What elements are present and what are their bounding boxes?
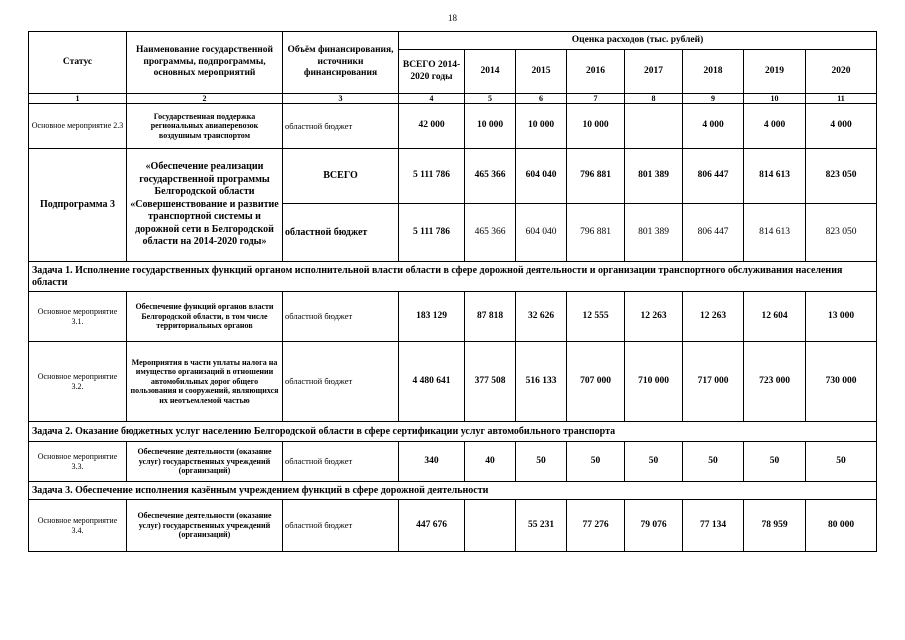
- row-name: Обеспечение деятельности (оказание услуг) государственных учреждений (организаций): [127, 442, 283, 482]
- value-cell: 814 613: [744, 149, 806, 204]
- value-cell: 80 000: [806, 500, 877, 552]
- task-row: [29, 482, 877, 500]
- header-year-2016: 2016: [567, 50, 625, 94]
- value-cell: 50: [683, 442, 744, 482]
- value-cell: 806 447: [683, 204, 744, 262]
- row-status: Основное мероприятие 3.1.: [29, 292, 127, 342]
- header-costs: Оценка расходов (тыс. рублей): [399, 32, 877, 50]
- column-number: 3: [283, 94, 399, 104]
- value-cell: 465 366: [465, 204, 516, 262]
- header-row: [29, 32, 877, 50]
- task-heading: Задача 1. Исполнение государственных функций органом исполнительной власти области в сфере дорожной деятельности и организации транспортного обслуживания населения области: [29, 262, 877, 292]
- column-number: 1: [29, 94, 127, 104]
- value-cell: 710 000: [625, 342, 683, 422]
- value-cell: 10 000: [567, 104, 625, 149]
- row-source: ВСЕГО: [283, 149, 399, 204]
- column-number: 5: [465, 94, 516, 104]
- budget-table: [28, 31, 877, 552]
- value-cell: 12 555: [567, 292, 625, 342]
- value-cell: 377 508: [465, 342, 516, 422]
- table-row: [29, 149, 877, 204]
- value-cell: 5 111 786: [399, 149, 465, 204]
- value-cell: 10 000: [465, 104, 516, 149]
- value-cell: 12 604: [744, 292, 806, 342]
- value-cell: 10 000: [516, 104, 567, 149]
- value-cell: [465, 500, 516, 552]
- table-row: [29, 342, 877, 422]
- row-status: Основное мероприятие 3.3.: [29, 442, 127, 482]
- column-number: 9: [683, 94, 744, 104]
- column-number: 11: [806, 94, 877, 104]
- value-cell: 50: [567, 442, 625, 482]
- header-name: Наименование государственной программы, подпрограммы, основных мероприятий: [127, 32, 283, 94]
- value-cell: 796 881: [567, 204, 625, 262]
- table-row: [29, 500, 877, 552]
- value-cell: 50: [516, 442, 567, 482]
- value-cell: 50: [744, 442, 806, 482]
- value-cell: 78 959: [744, 500, 806, 552]
- value-cell: 42 000: [399, 104, 465, 149]
- row-status: Основное мероприятие 3.2.: [29, 342, 127, 422]
- value-cell: 801 389: [625, 149, 683, 204]
- task-row: [29, 262, 877, 292]
- column-number: 2: [127, 94, 283, 104]
- header-year-2019: 2019: [744, 50, 806, 94]
- value-cell: 465 366: [465, 149, 516, 204]
- value-cell: 4 480 641: [399, 342, 465, 422]
- header-year-2018: 2018: [683, 50, 744, 94]
- task-heading: Задача 3. Обеспечение исполнения казённым учреждением функций в сфере дорожной деятельности: [29, 482, 877, 500]
- value-cell: 707 000: [567, 342, 625, 422]
- value-cell: 801 389: [625, 204, 683, 262]
- column-number: 6: [516, 94, 567, 104]
- value-cell: 604 040: [516, 204, 567, 262]
- header-funding: Объём финансирования, источники финансирования: [283, 32, 399, 94]
- value-cell: 12 263: [683, 292, 744, 342]
- row-source: областной бюджет: [283, 500, 399, 552]
- row-name: Обеспечение функций органов власти Белгородской области, в том числе территориальных органов: [127, 292, 283, 342]
- value-cell: 87 818: [465, 292, 516, 342]
- value-cell: 516 133: [516, 342, 567, 422]
- header-status: Статус: [29, 32, 127, 94]
- value-cell: 723 000: [744, 342, 806, 422]
- value-cell: 796 881: [567, 149, 625, 204]
- value-cell: 340: [399, 442, 465, 482]
- column-number: 8: [625, 94, 683, 104]
- value-cell: 823 050: [806, 204, 877, 262]
- row-status: Основное мероприятие 3.4.: [29, 500, 127, 552]
- value-cell: 717 000: [683, 342, 744, 422]
- value-cell: 447 676: [399, 500, 465, 552]
- row-name: Государственная поддержка региональных авиаперевозок воздушным транспортом: [127, 104, 283, 149]
- table-row: [29, 442, 877, 482]
- header-year-2017: 2017: [625, 50, 683, 94]
- value-cell: 12 263: [625, 292, 683, 342]
- value-cell: 814 613: [744, 204, 806, 262]
- header-year-2014: 2014: [465, 50, 516, 94]
- row-name: «Обеспечение реализации государственной программы Белгородской области «Совершенствование и развитие транспортной системы и дорожной сети в Белгородской области на 2014-2020 годы»: [127, 149, 283, 262]
- column-number: 10: [744, 94, 806, 104]
- row-status: Подпрограмма 3: [29, 149, 127, 262]
- row-source: областной бюджет: [283, 442, 399, 482]
- task-row: [29, 422, 877, 442]
- row-name: Мероприятия в части уплаты налога на имущество организаций в отношении автомобильных дорог общего пользования и сооружений, являющихся их неотъемлемой частью: [127, 342, 283, 422]
- value-cell: 55 231: [516, 500, 567, 552]
- value-cell: 4 000: [744, 104, 806, 149]
- row-source: областной бюджет: [283, 292, 399, 342]
- value-cell: 806 447: [683, 149, 744, 204]
- value-cell: 13 000: [806, 292, 877, 342]
- header-year-2020: 2020: [806, 50, 877, 94]
- value-cell: 40: [465, 442, 516, 482]
- column-number: 4: [399, 94, 465, 104]
- task-heading: Задача 2. Оказание бюджетных услуг населению Белгородской области в сфере сертификации услуг автомобильного транспорта: [29, 422, 877, 442]
- row-source: областной бюджет: [283, 342, 399, 422]
- value-cell: 50: [625, 442, 683, 482]
- value-cell: [625, 104, 683, 149]
- row-name: Обеспечение деятельности (оказание услуг) государственных учреждений (организаций): [127, 500, 283, 552]
- row-status: Основное мероприятие 2.3: [29, 104, 127, 149]
- value-cell: 604 040: [516, 149, 567, 204]
- value-cell: 183 129: [399, 292, 465, 342]
- value-cell: 32 626: [516, 292, 567, 342]
- value-cell: 79 076: [625, 500, 683, 552]
- value-cell: 77 276: [567, 500, 625, 552]
- header-year-total: ВСЕГО 2014-2020 годы: [399, 50, 465, 94]
- value-cell: 823 050: [806, 149, 877, 204]
- column-numbers-row: [29, 94, 877, 104]
- header-year-2015: 2015: [516, 50, 567, 94]
- value-cell: 4 000: [683, 104, 744, 149]
- value-cell: 730 000: [806, 342, 877, 422]
- value-cell: 77 134: [683, 500, 744, 552]
- column-number: 7: [567, 94, 625, 104]
- row-source: областной бюджет: [283, 204, 399, 262]
- value-cell: 5 111 786: [399, 204, 465, 262]
- table-row: [29, 104, 877, 149]
- table-row: [29, 292, 877, 342]
- row-source: областной бюджет: [283, 104, 399, 149]
- page-number: 18: [448, 13, 457, 23]
- value-cell: 50: [806, 442, 877, 482]
- value-cell: 4 000: [806, 104, 877, 149]
